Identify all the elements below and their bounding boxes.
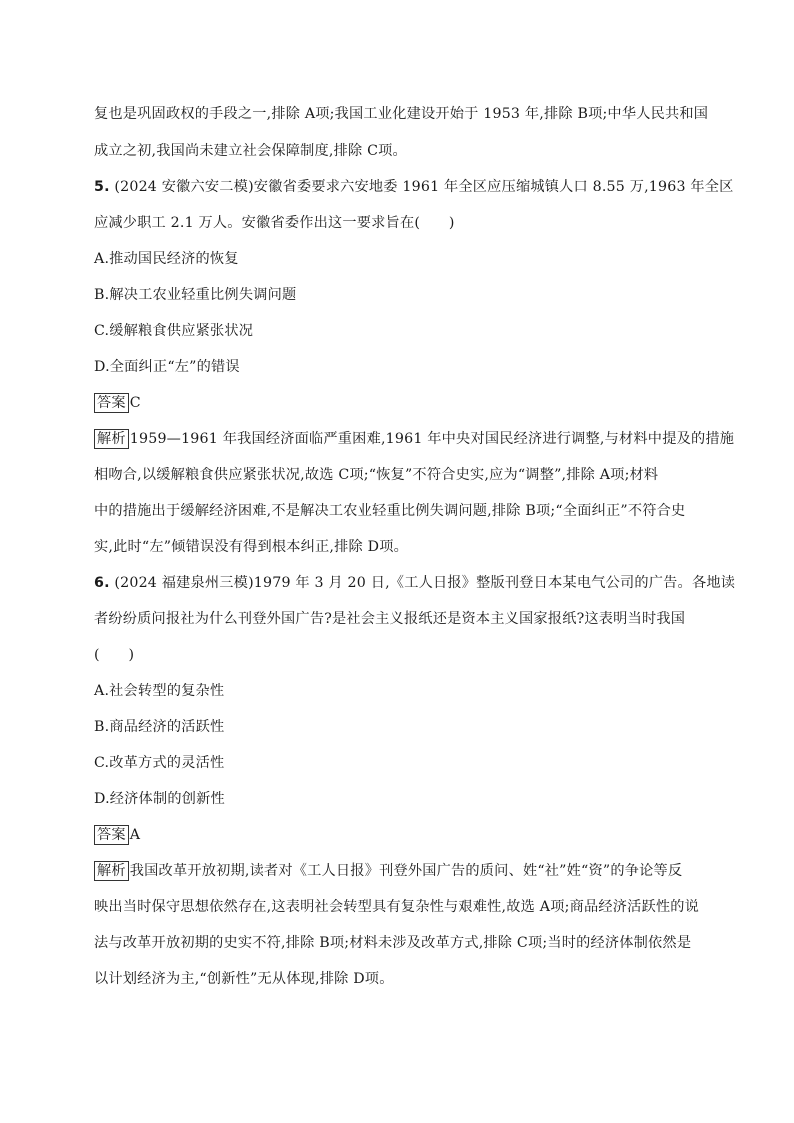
analysis-label: 解析: [94, 429, 129, 449]
question-5-stem: [94, 177, 734, 197]
option-c: C.缓解粮食供应紧张状况: [94, 323, 254, 339]
question-number: 5.: [94, 179, 110, 195]
analysis-line: 实,此时“左”倾错误没有得到根本纠正,排除 D项。: [94, 539, 408, 555]
analysis-row: [94, 861, 714, 881]
question-stem-text: (2024 福建泉州三模)1979 年 3 月 20 日,《工人日报》整版刊登日本某电气公司的广告。各地读: [114, 575, 736, 591]
question-stem-line: 应减少职工 2.1 万人。安徽省委作出这一要求旨在( ): [94, 215, 455, 231]
question-6-stem: [94, 573, 736, 593]
analysis-label: 解析: [94, 861, 129, 881]
answer-value: A: [129, 827, 141, 843]
option-a: A.推动国民经济的恢复: [94, 251, 239, 267]
question-stem-text: (2024 安徽六安二模)安徽省委要求六安地委 1961 年全区应压缩城镇人口 8.55 万,1963 年全区: [114, 179, 734, 195]
question-stem-line: 者纷纷质问报社为什么刊登外国广告?是社会主义报纸还是资本主义国家报纸?这表明当时我国: [94, 611, 686, 627]
analysis-line: 映出当时保守思想依然存在,这表明社会转型具有复杂性与艰难性,故选 A项;商品经济活跃性的说: [94, 899, 700, 915]
intro-line: 成立之初,我国尚未建立社会保障制度,排除 C项。: [94, 143, 407, 159]
option-d: D.全面纠正“左”的错误: [94, 359, 240, 375]
analysis-row: [94, 429, 735, 449]
option-c: C.改革方式的灵活性: [94, 755, 225, 771]
analysis-text: 1959—1961 年我国经济面临严重困难,1961 年中央对国民经济进行调整,与材料中提及的措施: [129, 431, 735, 447]
option-b: B.解决工农业轻重比例失调问题: [94, 287, 297, 303]
analysis-line: 相吻合,以缓解粮食供应紧张状况,故选 C项;“恢复”不符合史实,应为“调整”,排除 A项;材料: [94, 467, 659, 483]
answer-label: 答案: [94, 393, 129, 413]
answer-label: 答案: [94, 825, 129, 845]
question-number: 6.: [94, 575, 110, 591]
analysis-line: 以计划经济为主,“创新性”无从体现,排除 D项。: [94, 971, 394, 987]
analysis-line: 中的措施出于缓解经济困难,不是解决工农业轻重比例失调问题,排除 B项;“全面纠正”不符合史: [94, 503, 686, 519]
option-b: B.商品经济的活跃性: [94, 719, 225, 735]
option-a: A.社会转型的复杂性: [94, 683, 225, 699]
answer-row: [94, 393, 714, 413]
intro-line: 复也是巩固政权的手段之一,排除 A项;我国工业化建设开始于 1953 年,排除 B项;中华人民共和国: [94, 106, 709, 122]
answer-row: [94, 825, 714, 845]
analysis-text: 我国改革开放初期,读者对《工人日报》刊登外国广告的质问、姓“社”姓“资”的争论等反: [129, 863, 683, 879]
question-stem-line: ( ): [94, 647, 135, 663]
option-d: D.经济体制的创新性: [94, 791, 225, 807]
answer-value: C: [129, 395, 141, 411]
analysis-line: 法与改革开放初期的史实不符,排除 B项;材料未涉及改革方式,排除 C项;当时的经济体制依然是: [94, 935, 692, 951]
